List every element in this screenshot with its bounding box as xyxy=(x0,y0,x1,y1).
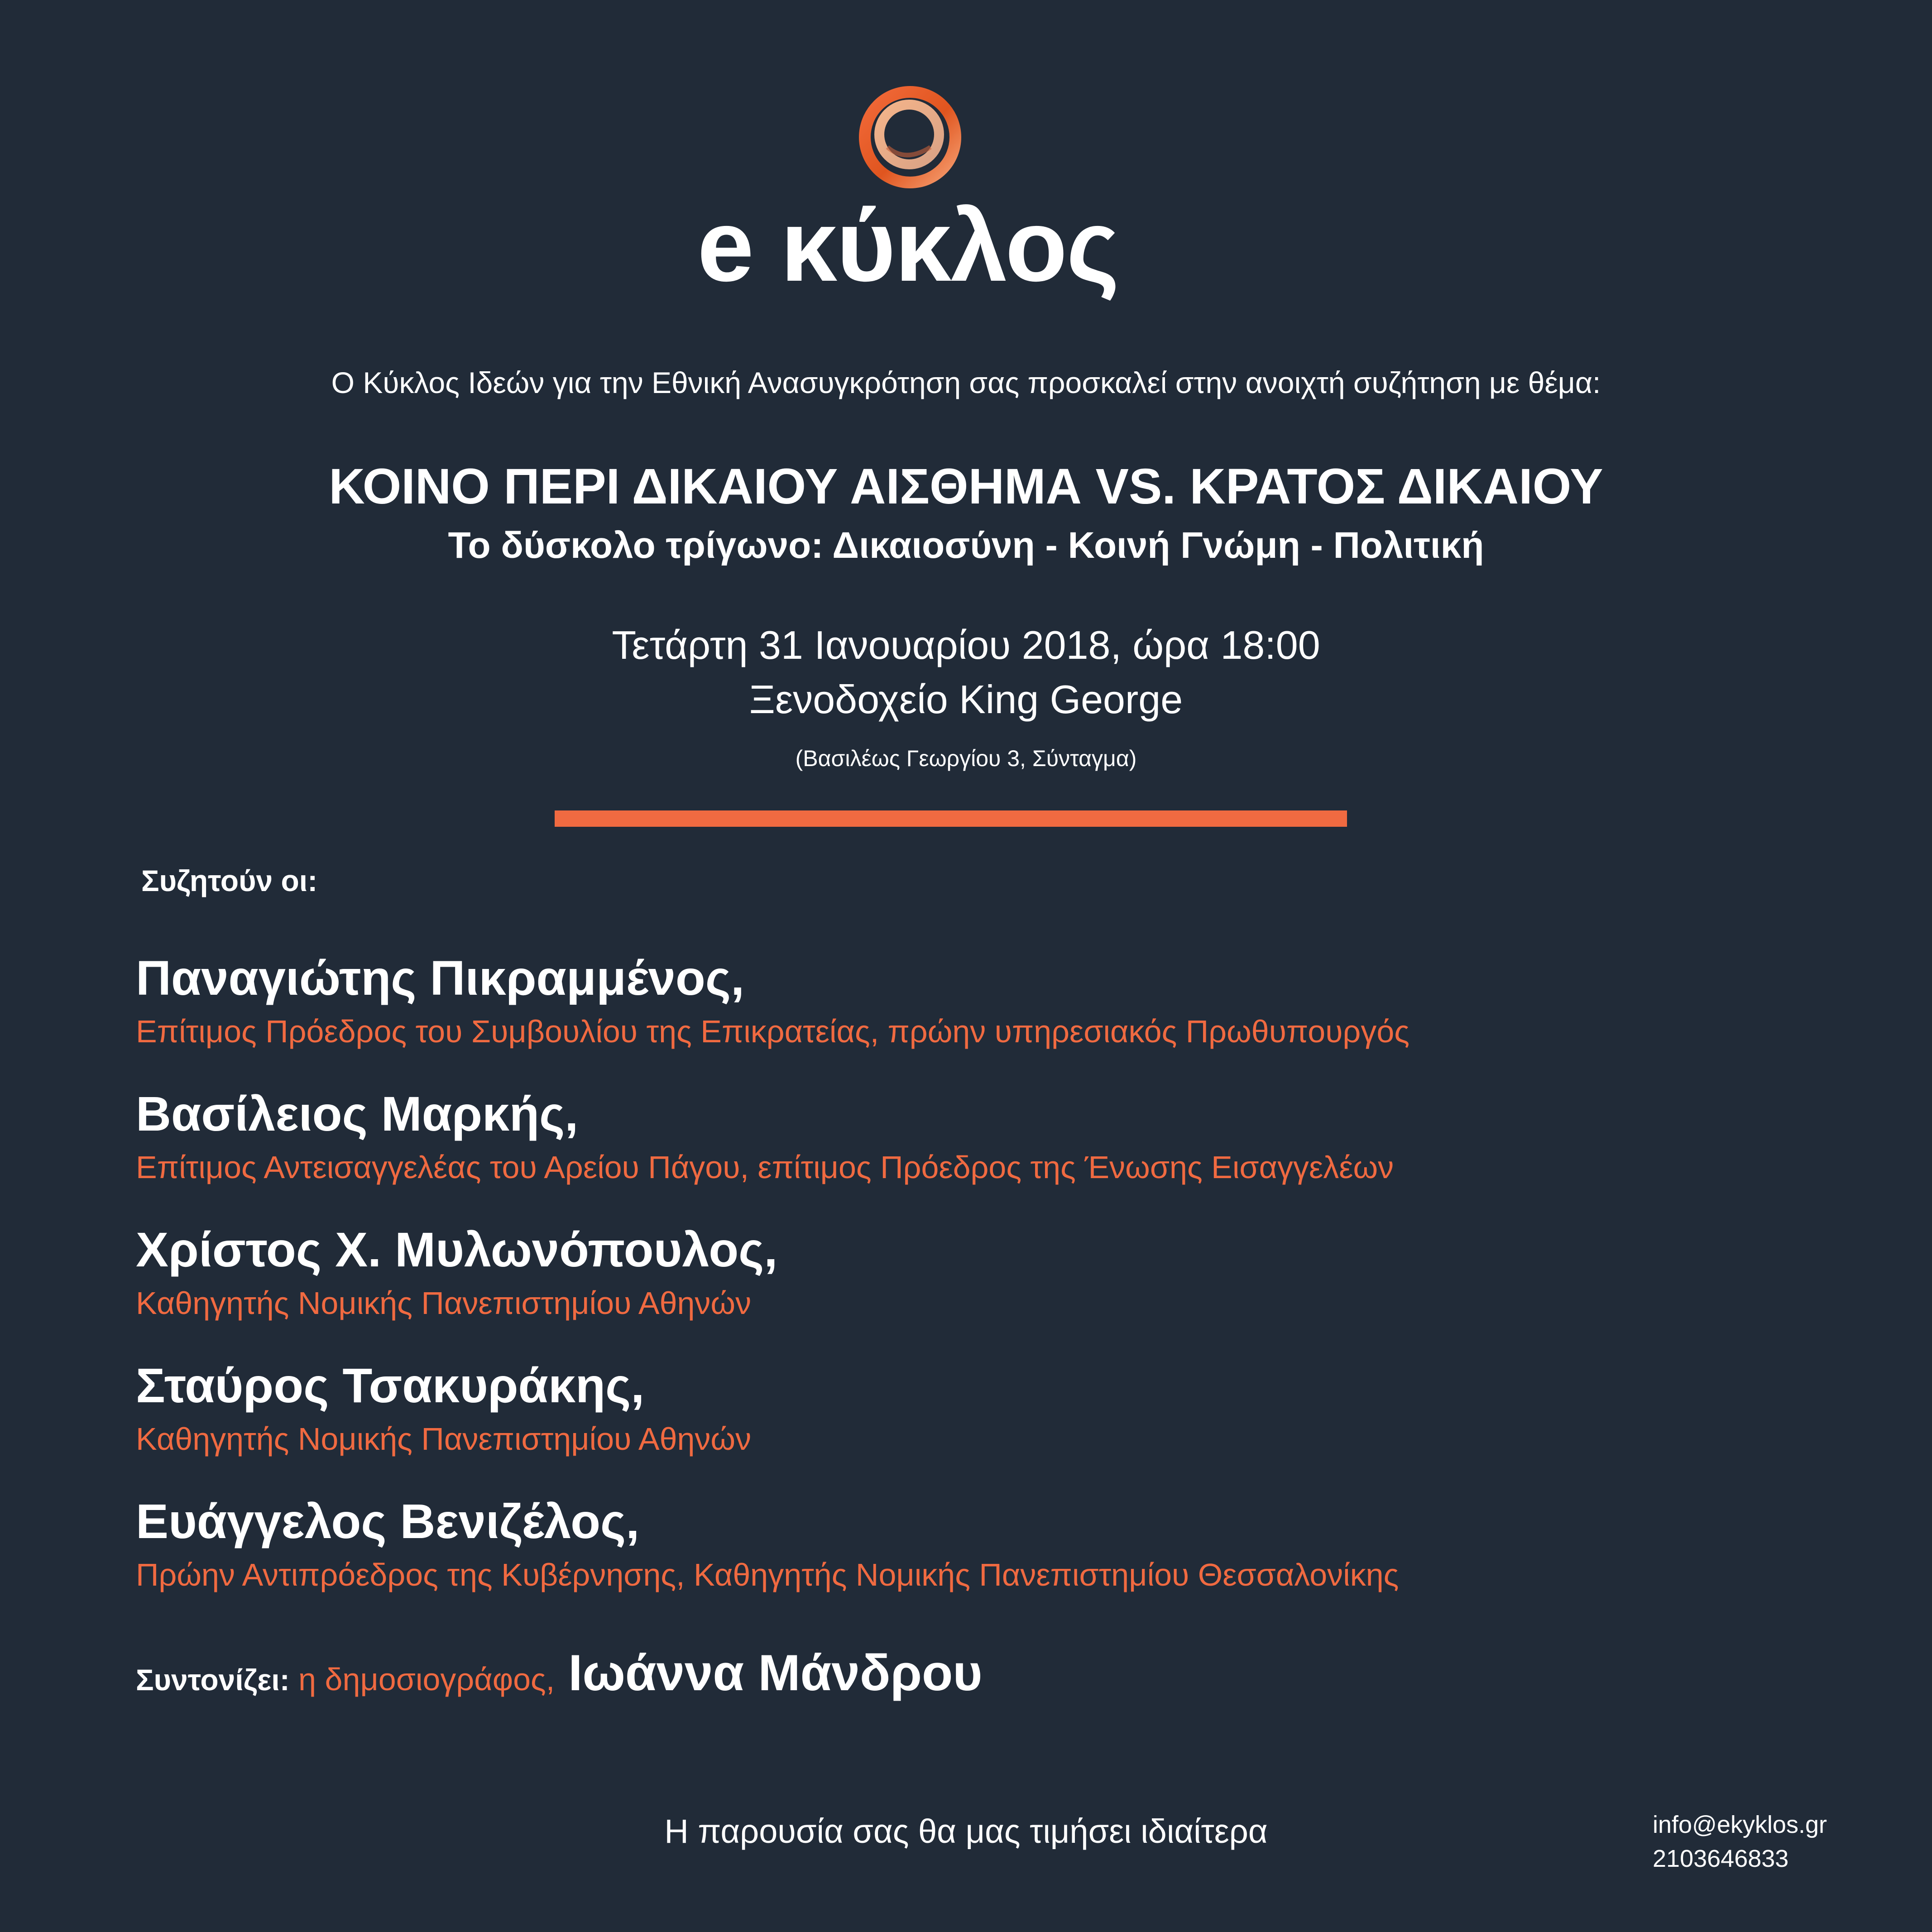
event-venue: Ξενοδοχείο King George xyxy=(749,677,1183,722)
venue-address: (Βασιλέως Γεωργίου 3, Σύνταγμα) xyxy=(795,746,1137,771)
event-subtitle: Το δύσκολο τρίγωνο: Δικαιοσύνη - Κοινή Γνώμη - Πολιτική xyxy=(448,525,1484,566)
contact-phone: 2103646833 xyxy=(1653,1845,1789,1872)
speaker-role: Επίτιμος Αντεισαγγελέας του Αρείου Πάγου, επίτιμος Πρόεδρος της Ένωσης Εισαγγελέων xyxy=(136,1150,1394,1185)
speaker-name: Σταύρος Τσακυράκης, xyxy=(136,1358,645,1413)
speaker-role: Πρώην Αντιπρόεδρος της Κυβέρνησης, Καθηγητής Νομικής Πανεπιστημίου Θεσσαλονίκης xyxy=(136,1557,1399,1592)
moderator-label: Συντονίζει: xyxy=(136,1663,290,1697)
speaker-role: Επίτιμος Πρόεδρος του Συμβουλίου της Επικρατείας, πρώην υπηρεσιακός Πρωθυπουργός xyxy=(136,1014,1409,1049)
closing-message: Η παρουσία σας θα μας τιμήσει ιδιαίτερα xyxy=(664,1812,1268,1850)
event-datetime: Τετάρτη 31 Ιανουαρίου 2018, ώρα 18:00 xyxy=(612,623,1320,667)
invitation-intro: Ο Κύκλος Ιδεών για την Εθνική Ανασυγκρότηση σας προσκαλεί στην ανοιχτή συζήτηση με θέμα: xyxy=(331,366,1601,399)
moderator-name: Ιωάννα Μάνδρου xyxy=(568,1644,983,1701)
ekyklos-logo-wordmark: e κύκλος xyxy=(697,188,1119,302)
speaker-role: Καθηγητής Νομικής Πανεπιστημίου Αθηνών xyxy=(136,1421,752,1457)
speaker-name: Παναγιώτης Πικραμμένος, xyxy=(136,950,744,1005)
speaker-name: Χρίστος Χ. Μυλωνόπουλος, xyxy=(136,1222,778,1277)
moderator-line xyxy=(136,1639,983,1722)
speaker-name: Ευάγγελος Βενιζέλος, xyxy=(136,1494,640,1548)
moderator-role: η δημοσιογράφος, xyxy=(289,1662,555,1697)
ekyklos-logo-icon xyxy=(856,84,964,192)
speaker-role: Καθηγητής Νομικής Πανεπιστημίου Αθηνών xyxy=(136,1285,752,1321)
orange-divider xyxy=(555,810,1347,827)
speaker-name: Βασίλειος Μαρκής, xyxy=(136,1086,579,1141)
contact-email[interactable]: info@ekyklos.gr xyxy=(1653,1811,1827,1838)
speakers-heading: Συζητούν οι: xyxy=(141,864,318,897)
event-title: ΚΟΙΝΟ ΠΕΡΙ ΔΙΚΑΙΟΥ ΑΙΣΘΗΜΑ VS. ΚΡΑΤΟΣ ΔΙΚΑΙΟΥ xyxy=(329,459,1603,514)
